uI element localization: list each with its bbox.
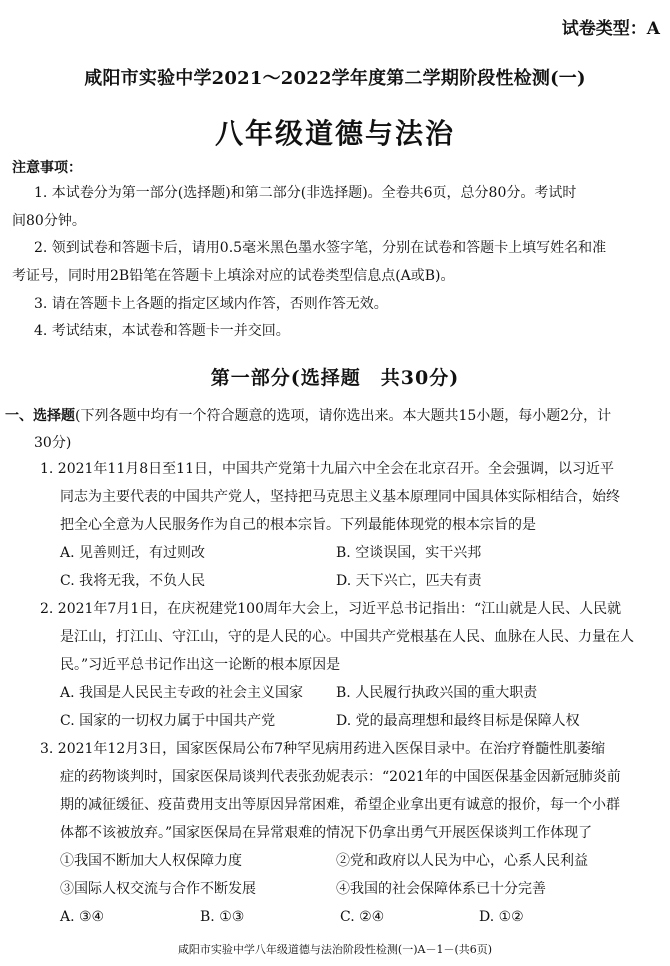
question-3-line-1: 3. 2021年12月3日，国家医保局公布7种罕见病用药进入医保目录中。在治疗脊髓性肌萎缩 (40, 741, 606, 757)
question-2-line-3: 民。”习近平总书记作出这一论断的根本原因是 (60, 657, 341, 673)
question-3-line-2: 症的药物谈判时，国家医保局谈判代表张劲妮表示：“2021年的中国医保基金因新冠肺炎前 (60, 769, 621, 785)
question-3-option-a: A. ③④ (60, 909, 105, 925)
question-3-statement-4: ④我国的社会保障体系已十分完善 (336, 881, 546, 897)
notice-item-1-line-1: 1. 本试卷分为第一部分(选择题)和第二部分(非选择题)。全卷共6页，总分80分。考试时 (34, 185, 577, 201)
question-2-option-c: C. 国家的一切权力属于中国共产党 (60, 713, 276, 729)
question-3-option-c: C. ②④ (340, 909, 385, 925)
question-3-option-d: D. ①② (479, 909, 524, 925)
notice-item-2-line-2: 考证号，同时用2B铅笔在答题卡上填涂对应的试卷类型信息点(A或B)。 (12, 268, 455, 284)
question-1-line-3: 把全心全意为人民服务作为自己的根本宗旨。下列最能体现党的根本宗旨的是 (60, 517, 536, 533)
question-3-line-4: 体都不该被放弃。”国家医保局在异常艰难的情况下仍拿出勇气开展医保谈判工作体现了 (60, 825, 593, 841)
question-2-line-2: 是江山，打江山、守江山，守的是人民的心。中国共产党根基在人民、血脉在人民、力量在人 (60, 629, 634, 645)
paper-type-label: 试卷类型：A (561, 19, 660, 39)
question-2-line-1: 2. 2021年7月1日，在庆祝建党100周年大会上，习近平总书记指出：“江山就是人民、人民就 (40, 601, 622, 617)
section-desc-line-1: (下列各题中均有一个符合题意的选项，请你选出来。本大题共15小题，每小题2分，计 (75, 408, 612, 424)
page-footer: 咸阳市实验中学八年级道德与法治阶段性检测(一)A－1－(共6页) (177, 943, 493, 956)
question-3-option-b: B. ①③ (200, 909, 245, 925)
question-3-statement-2: ②党和政府以人民为中心，心系人民利益 (336, 853, 588, 869)
question-1-option-b: B. 空谈误国，实干兴邦 (336, 545, 482, 561)
notice-item-2-line-1: 2. 领到试卷和答题卡后，请用0.5毫米黑色墨水签字笔，分别在试卷和答题卡上填写姓名和准 (34, 240, 607, 256)
part-one-title: 第一部分(选择题 共30分) (210, 367, 460, 389)
question-1-option-d: D. 天下兴亡，匹夫有责 (336, 573, 482, 589)
question-1-line-1: 1. 2021年11月8日至11日，中国共产党第十九届六中全会在北京召开。全会强调，以习近平 (40, 461, 614, 477)
question-1-option-c: C. 我将无我，不负人民 (60, 573, 206, 589)
notice-heading: 注意事项： (12, 160, 82, 176)
question-1-option-a: A. 见善则迁，有过则改 (60, 545, 206, 561)
notice-item-3: 3. 请在答题卡上各题的指定区域内作答，否则作答无效。 (34, 296, 388, 312)
question-1-line-2: 同志为主要代表的中国共产党人，坚持把马克思主义基本原理同中国具体实际相结合，始终 (60, 489, 620, 505)
notice-item-4: 4. 考试结束，本试卷和答题卡一并交回。 (34, 323, 290, 339)
question-3-statement-1: ①我国不断加大人权保障力度 (60, 853, 242, 869)
question-2-option-b: B. 人民履行执政兴国的重大职责 (336, 685, 538, 701)
section-instructions (5, 405, 611, 425)
question-3-statement-3: ③国际人权交流与合作不断发展 (60, 881, 256, 897)
subject-title: 八年级道德与法治 (214, 117, 455, 150)
question-2-option-a: A. 我国是人民民主专政的社会主义国家 (60, 685, 304, 701)
section-desc-line-2: 30分) (34, 435, 72, 451)
exam-title: 咸阳市实验中学2021～2022学年度第二学期阶段性检测(一) (84, 68, 586, 89)
section-label: 一、选择题 (5, 408, 75, 424)
question-3-line-3: 期的减征缓征、疫苗费用支出等原因异常困难，希望企业拿出更有诚意的报价，每一个小群 (60, 797, 620, 813)
notice-item-1-line-2: 间80分钟。 (12, 213, 86, 229)
question-2-option-d: D. 党的最高理想和最终目标是保障人权 (336, 713, 580, 729)
